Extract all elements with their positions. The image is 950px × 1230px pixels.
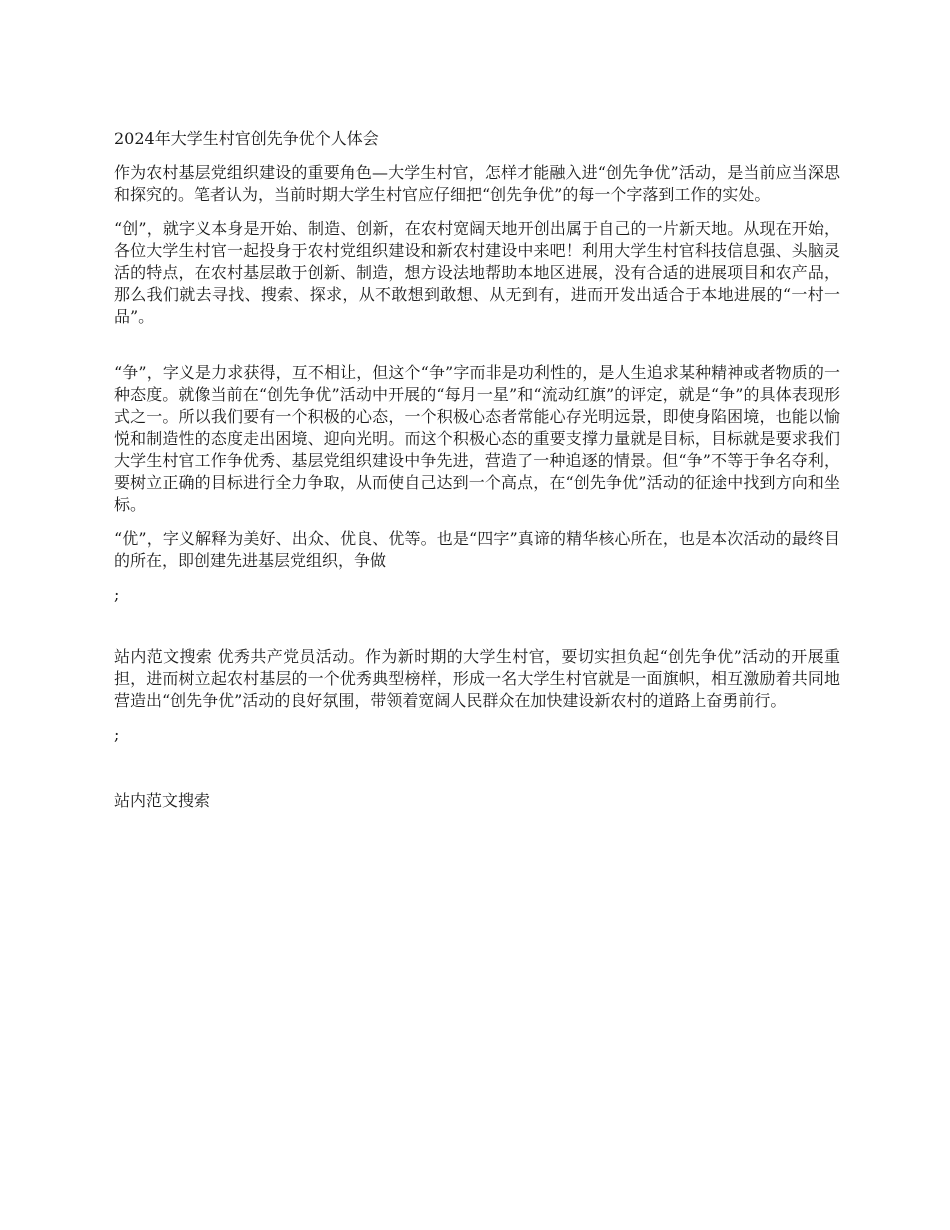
- semicolon-text: ;: [114, 585, 120, 604]
- spacer: [114, 606, 840, 646]
- paragraph-intro: 作为农村基层党组织建设的重要角色—大学生村官，怎样才能融入进“创先争优”活动，是当前应当深思和探究的。笔者认为，当前时期大学生村官应仔细把“创先争优”的每一个字落到工作的实处。: [114, 163, 840, 204]
- paragraph-zheng: “争”，字义是力求获得，互不相让，但这个“争”字而非是功利性的，是人生追求某种精神或者物质的一种态度。就像当前在“创先争优”活动中开展的“每月一星”和“流动红旗”的评定，就是“争”的具体表现形式之一。所以我们要有一个积极的心态，一个积极心态者常能心存光明远景，即使身陷困境，也能以愉悦和制造性的态度走出困境、迎向光明。而这个积极心态的重要支撑力量就是目标，目标就是要求我们大学生村官工作争优秀、基层党组织建设中争先进，营造了一种追逐的情景。但“争”不等于争名夺利，要树立正确的目标进行全力争取，从而使自己达到一个高点，在“创先争优”活动的征途中找到方向和坐标。: [114, 363, 840, 514]
- paragraph-you: “优”，字义解释为美好、出众、优良、优等。也是“四字”真谛的精华核心所在，也是本次活动的最终目的所在，即创建先进基层党组织，争做: [114, 529, 840, 570]
- spacer: [114, 746, 840, 790]
- semicolon-text: ;: [114, 725, 120, 744]
- spacer: [114, 340, 840, 362]
- site-search-text: 站内范文搜索: [114, 791, 211, 810]
- paragraph-closing: 站内范文搜索 优秀共产党员活动。作为新时期的大学生村官，要切实担负起“创先争优”活动的开展重担，进而树立起农村基层的一个优秀典型榜样，形成一名大学生村官就是一面旗帜，相互激励着共同地营造出“创先争优”活动的良好氛围，带领着宽阔人民群众在加快建设新农村的道路上奋勇前行。: [114, 647, 840, 710]
- document-title: 2024年大学生村官创先争优个人体会: [114, 129, 379, 148]
- paragraph-chuang: “创”，就字义本身是开始、制造、创新，在农村宽阔天地开创出属于自己的一片新天地。从现在开始，各位大学生村官一起投身于农村党组织建设和新农村建设中来吧！利用大学生村官科技信息强、头脑灵活的特点，在农村基层敢于创新、制造，想方设法地帮助本地区进展，没有合适的进展项目和农产品，那么我们就去寻找、搜索、探求，从不敢想到敢想、从无到有，进而开发出适合于本地进展的“一村一品”。: [114, 219, 840, 326]
- document-body: [114, 128, 840, 812]
